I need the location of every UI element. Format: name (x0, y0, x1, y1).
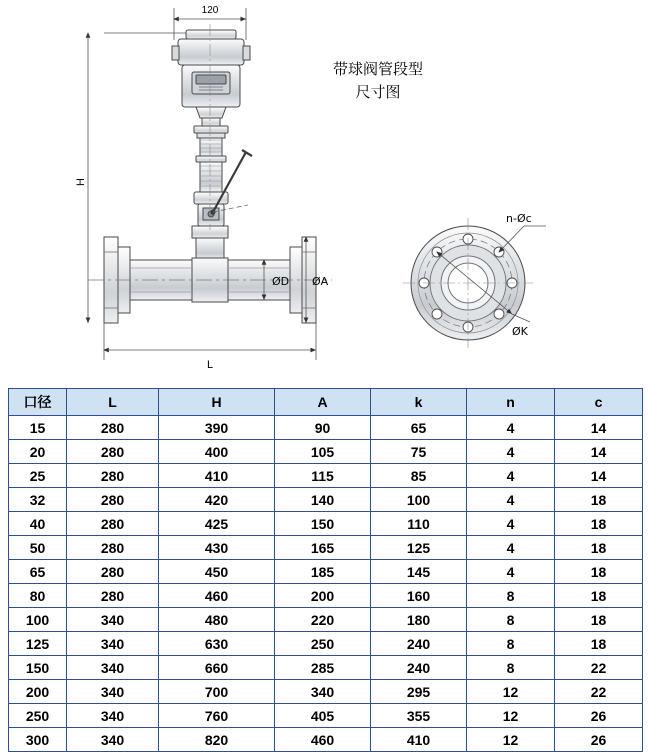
table-cell: 32 (9, 488, 67, 512)
holes-label: n-Øc (506, 212, 532, 225)
table-cell: 90 (275, 416, 371, 440)
table-row (9, 656, 643, 680)
table-header-row (9, 389, 643, 416)
table-cell: 100 (371, 488, 467, 512)
table-cell: 18 (555, 536, 643, 560)
col-header-c: c (555, 389, 643, 416)
table-cell: 300 (9, 728, 67, 752)
table-body (9, 416, 643, 752)
table-cell: 125 (9, 632, 67, 656)
table-row (9, 608, 643, 632)
table-cell: 18 (555, 608, 643, 632)
table-cell: 4 (467, 464, 555, 488)
table-cell: 240 (371, 656, 467, 680)
table-cell: 18 (555, 512, 643, 536)
table-cell: 18 (555, 584, 643, 608)
table-cell: 8 (467, 584, 555, 608)
col-header-k: k (371, 389, 467, 416)
table-cell: 40 (9, 512, 67, 536)
svg-text:ØD: ØD (272, 275, 290, 288)
table-cell: 220 (275, 608, 371, 632)
table-cell: 26 (555, 728, 643, 752)
table-cell: 14 (555, 416, 643, 440)
table-cell: 280 (67, 464, 159, 488)
table-cell: 280 (67, 536, 159, 560)
table-cell: 340 (67, 680, 159, 704)
table-cell: 15 (9, 416, 67, 440)
table-cell: 180 (371, 608, 467, 632)
svg-text:H: H (75, 178, 87, 186)
table-cell: 110 (371, 512, 467, 536)
table-cell: 280 (67, 560, 159, 584)
table-cell: 200 (9, 680, 67, 704)
table-cell: 4 (467, 560, 555, 584)
table-cell: 355 (371, 704, 467, 728)
table-cell: 140 (275, 488, 371, 512)
table-cell: 18 (555, 632, 643, 656)
table-row (9, 512, 643, 536)
table-cell: 410 (159, 464, 275, 488)
table-cell: 820 (159, 728, 275, 752)
bolt-circle-label: ØK (512, 325, 528, 338)
col-header-n: n (467, 389, 555, 416)
table-row (9, 728, 643, 752)
diagram-title-line2: 尺寸图 (355, 83, 401, 101)
svg-text:ØA: ØA (312, 275, 329, 288)
table-cell: 65 (371, 416, 467, 440)
table-cell: 660 (159, 656, 275, 680)
table-row (9, 536, 643, 560)
table-cell: 150 (9, 656, 67, 680)
table-row (9, 416, 643, 440)
table-cell: 12 (467, 680, 555, 704)
diagram-title-line1: 带球阀管段型 (332, 60, 423, 78)
table-cell: 145 (371, 560, 467, 584)
table-cell: 340 (275, 680, 371, 704)
table-cell: 65 (9, 560, 67, 584)
table-cell: 4 (467, 536, 555, 560)
table-cell: 26 (555, 704, 643, 728)
col-header-h: H (159, 389, 275, 416)
table-row (9, 488, 643, 512)
table-cell: 14 (555, 440, 643, 464)
svg-text:L: L (206, 359, 214, 371)
table-cell: 340 (67, 608, 159, 632)
table-cell: 125 (371, 536, 467, 560)
table-cell: 460 (159, 584, 275, 608)
table-cell: 760 (159, 704, 275, 728)
table-cell: 12 (467, 704, 555, 728)
table-cell: 22 (555, 656, 643, 680)
table-cell: 240 (371, 632, 467, 656)
table-cell: 285 (275, 656, 371, 680)
table-cell: 460 (275, 728, 371, 752)
table-row (9, 464, 643, 488)
table-cell: 160 (371, 584, 467, 608)
spec-table (8, 388, 643, 752)
col-header-diameter: 口径 (9, 389, 67, 416)
table-cell: 280 (67, 512, 159, 536)
table-cell: 12 (467, 728, 555, 752)
table-cell: 8 (467, 656, 555, 680)
table-cell: 4 (467, 512, 555, 536)
table-cell: 185 (275, 560, 371, 584)
table-cell: 700 (159, 680, 275, 704)
table-row (9, 560, 643, 584)
table-cell: 50 (9, 536, 67, 560)
table-cell: 450 (159, 560, 275, 584)
table-row (9, 680, 643, 704)
table-cell: 22 (555, 680, 643, 704)
table-cell: 420 (159, 488, 275, 512)
table-row (9, 632, 643, 656)
table-cell: 4 (467, 416, 555, 440)
table-cell: 280 (67, 488, 159, 512)
table-cell: 8 (467, 632, 555, 656)
col-header-a: A (275, 389, 371, 416)
table-cell: 340 (67, 704, 159, 728)
table-cell: 4 (467, 488, 555, 512)
table-cell: 85 (371, 464, 467, 488)
table-cell: 80 (9, 584, 67, 608)
table-cell: 340 (67, 656, 159, 680)
table-cell: 340 (67, 728, 159, 752)
table-cell: 405 (275, 704, 371, 728)
svg-text:120: 120 (201, 5, 219, 16)
table-cell: 105 (275, 440, 371, 464)
table-cell: 250 (275, 632, 371, 656)
table-cell: 8 (467, 608, 555, 632)
table-cell: 295 (371, 680, 467, 704)
table-cell: 150 (275, 512, 371, 536)
table-cell: 20 (9, 440, 67, 464)
table-cell: 75 (371, 440, 467, 464)
spec-table-wrapper (8, 388, 642, 752)
table-cell: 115 (275, 464, 371, 488)
table-cell: 280 (67, 584, 159, 608)
table-cell: 25 (9, 464, 67, 488)
table-cell: 100 (9, 608, 67, 632)
diagram-title (288, 58, 468, 104)
table-cell: 630 (159, 632, 275, 656)
table-cell: 14 (555, 464, 643, 488)
col-header-l: L (67, 389, 159, 416)
table-row (9, 584, 643, 608)
table-cell: 430 (159, 536, 275, 560)
table-cell: 18 (555, 488, 643, 512)
table-cell: 410 (371, 728, 467, 752)
table-cell: 390 (159, 416, 275, 440)
table-cell: 280 (67, 440, 159, 464)
table-cell: 165 (275, 536, 371, 560)
table-cell: 425 (159, 512, 275, 536)
table-cell: 200 (275, 584, 371, 608)
table-row (9, 440, 643, 464)
table-row (9, 704, 643, 728)
table-cell: 480 (159, 608, 275, 632)
table-cell: 18 (555, 560, 643, 584)
table-cell: 340 (67, 632, 159, 656)
table-cell: 4 (467, 440, 555, 464)
table-cell: 250 (9, 704, 67, 728)
table-cell: 400 (159, 440, 275, 464)
table-cell: 280 (67, 416, 159, 440)
